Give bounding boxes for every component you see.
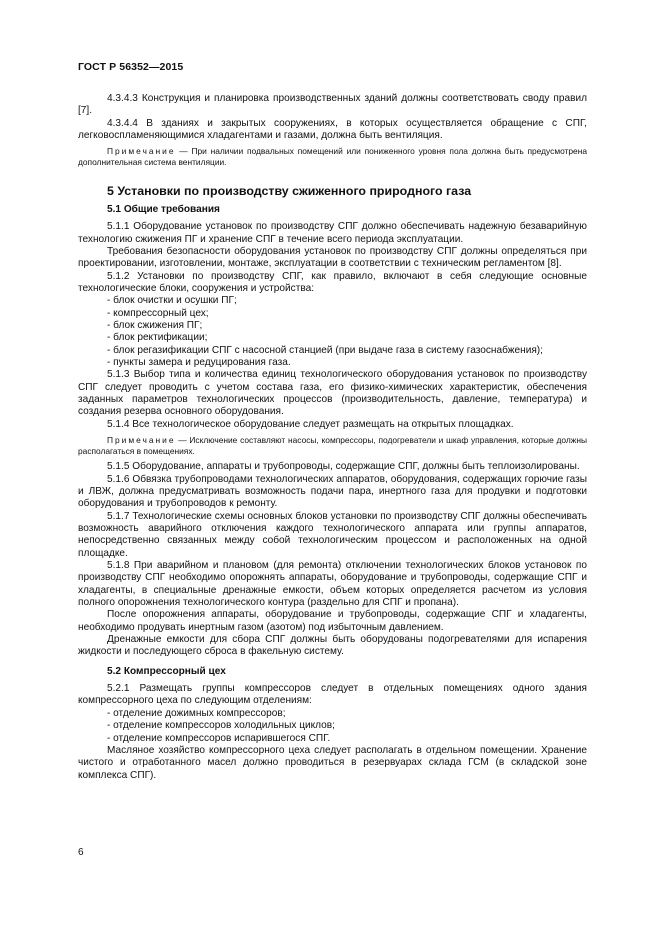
paragraph: 4.3.4.4 В зданиях и закрытых сооружениях, в которых осуществляется обращение с СПГ, легковоспламеняющимися хладагентами и газами, должна быть вентиляция. [78,117,587,142]
paragraph: После опорожнения аппараты, оборудование и трубопроводы, содержащие СПГ и хладагенты, необходимо продувать инертным газом (азотом) под избыточным давлением. [78,609,587,633]
document-body [78,93,587,782]
list-item: - блок сжижения ПГ; [107,320,203,331]
paragraph: 5.1.3 Выбор типа и количества единиц технологического оборудования установок по производству СПГ следует проводить с учетом состава газа, его физико-химических характеристик, обеспечения заданных параметров технологических процессов (производительность, давление, температура) и создания резерва основного оборудования. [78,369,587,418]
note [78,435,587,456]
list-item: - отделение компрессоров испарившегося СПГ. [107,732,331,744]
paragraph: 5.1.7 Технологические схемы основных блоков установки по производству СПГ должны обеспечивать возможность аварийного отключения каждого технологического аппарата или группы аппаратов, непосредственно связанных между собой технологическим процессом и расположенных на одной площадке. [78,510,587,559]
paragraph: 5.1.6 Обвязка трубопроводами технологических аппаратов, оборудования, содержащих горючие газы и ЛВЖ, должна предусматривать возможность подачи пара, инертного газа для продувки и подготовки оборудования и трубопроводов к ремонту. [78,473,587,510]
note-label: Примечание [107,146,176,157]
note [78,146,587,167]
paragraph: 5.1.5 Оборудование, аппараты и трубопроводы, содержащие СПГ, должны быть теплоизолированы. [107,461,580,473]
subsection-heading: 5.2 Компрессорный цех [107,665,226,677]
note-text: — При наличии подвальных помещений или пониженного уровня пола должна быть предусмотрена дополнительная система вентиляции. [78,146,587,167]
note-text: — Исключение составляют насосы, компрессоры, подогреватели и шкаф управления, которые должны располагаться в помещениях. [78,435,587,456]
paragraph: Дренажные емкости для сбора СПГ должны быть оборудованы подогревателями для испарения жидкости и последующего сброса в факельную систему. [78,634,587,658]
paragraph: 5.1.8 При аварийном и плановом (для ремонта) отключении технологических блоков установок по производству СПГ необходимо опорожнять аппараты, оборудование и трубопроводы, содержащие СПГ и хладагенты, в специальные дренажные емкости, объем которых определяется расчетом из условия полного опорожнения технологического контура (раздельно для СПГ и пропана). [78,560,587,609]
paragraph: Масляное хозяйство компрессорного цеха следует располагать в отдельном помещении. Хранение чистого и отработанного масел должно проводиться в резервуарах склада ГСМ (в складской зоне комплекса СПГ). [78,744,587,781]
paragraph: 5.2.1 Размещать группы компрессоров следует в отдельных помещениях одного здания компрессорного цеха по следующим отделениям: [78,683,587,707]
page-number: 6 [78,847,84,858]
list-item: - блок ректификации; [107,332,208,344]
section-heading: 5 Установки по производству сжиженного природного газа [107,183,472,198]
standard-header: ГОСТ Р 56352—2015 [78,61,184,73]
paragraph: 5.1.1 Оборудование установок по производству СПГ должно обеспечивать надежную безаварийную технологию сжижения ПГ и хранение СПГ в течение всего периода эксплуатации. [78,221,587,245]
list-item: - пункты замера и редуцирования газа. [107,357,291,369]
list-item: - отделение компрессоров холодильных циклов; [107,720,335,732]
list-item: - компрессорный цех; [107,307,209,319]
paragraph: Требования безопасности оборудования установок по производству СПГ должны определяться при проектировании, изготовлении, монтаже, эксплуатации в соответствии с техническим регламентом [8]. [78,245,587,270]
list-item: - блок регазификации СПГ с насосной станцией (при выдаче газа в систему газоснабжения); [107,344,543,356]
list-item: - блок очистки и осушки ПГ; [107,295,237,307]
note-label: Примечание [107,435,176,446]
paragraph: 5.1.2 Установки по производству СПГ, как правило, включают в себя следующие основные технологические блоки, сооружения и устройства: [78,270,587,294]
subsection-heading: 5.1 Общие требования [107,203,220,215]
list-item: - отделение дожимных компрессоров; [107,707,286,719]
paragraph: 5.1.4 Все технологическое оборудование следует размещать на открытых площадках. [107,418,514,430]
paragraph: 4.3.4.3 Конструкция и планировка производственных зданий должны соответствовать своду правил [7]. [78,93,587,117]
